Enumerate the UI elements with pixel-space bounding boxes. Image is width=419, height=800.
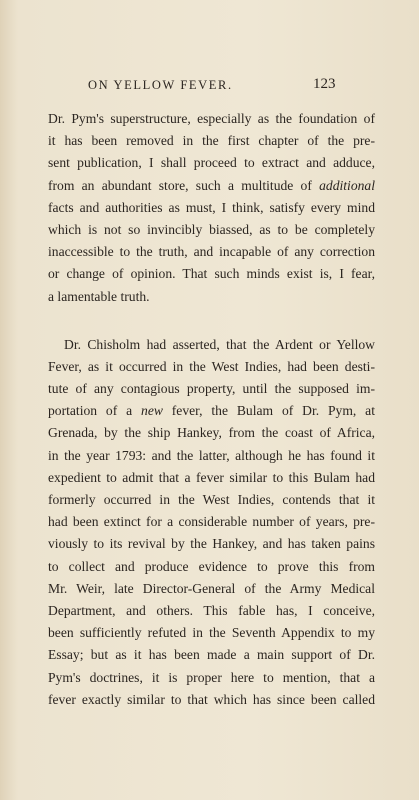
text-line: or change of opinion. That such minds exist is, I fear, xyxy=(48,266,375,282)
text-line: expedient to admit that a fever similar to this Bulam had xyxy=(48,469,375,485)
paragraph xyxy=(48,334,375,711)
text-line: inaccessible to the truth, and incapable of any correction xyxy=(48,244,375,260)
text-line: portation of a new fever, the Bulam of Dr. Pym, at xyxy=(48,403,375,419)
text-line: Mr. Weir, late Director-General of the Army Medical xyxy=(48,580,375,596)
body-text xyxy=(48,108,375,711)
text-line: Grenada, by the ship Hankey, from the coast of Africa, xyxy=(48,425,375,441)
text-line: Fever, as it occurred in the West Indies, had been desti- xyxy=(48,358,375,374)
text-line: facts and authorities as must, I think, satisfy every mind xyxy=(48,199,375,215)
text-line: to collect and produce evidence to prove this from xyxy=(48,558,375,574)
page-header xyxy=(0,78,419,98)
emphasis-text: new xyxy=(141,403,163,419)
text-line: which is not so invincibly biassed, as to be completely xyxy=(48,221,375,237)
text-line: viously to its revival by the Hankey, and has taken pains xyxy=(48,536,375,552)
text-line: Department, and others. This fable has, I conceive, xyxy=(48,602,375,618)
text-line: a lamentable truth. xyxy=(48,288,150,304)
text-line: in the year 1793: and the latter, although he has found it xyxy=(48,447,375,463)
page-number: 123 xyxy=(313,76,336,92)
text-line: Essay; but as it has been made a main support of Dr. xyxy=(48,647,375,663)
text-line: Dr. Pym's superstructure, especially as the foundation of xyxy=(48,111,375,126)
text-line: from an abundant store, such a multitude of additional xyxy=(48,177,375,193)
text-line: Dr. Chisholm had asserted, that the Ardent or Yellow xyxy=(64,336,375,352)
emphasis-text: additional xyxy=(319,177,375,193)
text-line: Pym's doctrines, it is proper here to mention, that a xyxy=(48,669,375,685)
text-line: sent publication, I shall proceed to extract and adduce, xyxy=(48,155,375,171)
text-line: fever exactly similar to that which has since been called xyxy=(48,691,375,707)
text-line: it has been removed in the first chapter of the pre- xyxy=(48,133,375,149)
paragraph xyxy=(48,108,375,308)
text-line: had been extinct for a considerable number of years, pre- xyxy=(48,514,375,530)
running-title: ON YELLOW FEVER. xyxy=(88,78,233,92)
text-line: tute of any contagious property, until the supposed im- xyxy=(48,381,375,397)
paragraph-gap xyxy=(48,308,375,334)
text-line: been sufficiently refuted in the Seventh Appendix to my xyxy=(48,625,375,641)
text-line: formerly occurred in the West Indies, contends that it xyxy=(48,492,375,507)
